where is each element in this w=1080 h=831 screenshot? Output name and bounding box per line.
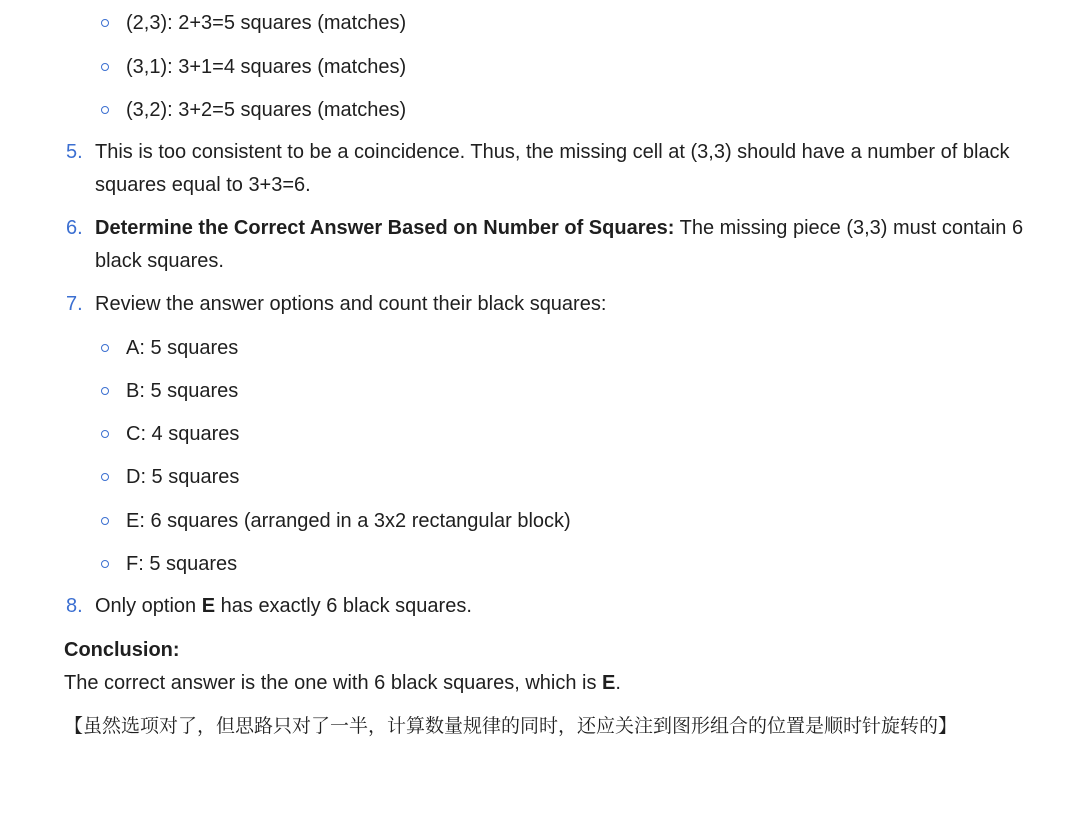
step8-option: E xyxy=(201,595,216,617)
list-item-text: (2,3): 2+3=5 squares (matches) xyxy=(126,12,407,34)
bullet-icon xyxy=(101,19,109,27)
bullet-icon xyxy=(101,106,109,114)
list-item-text: Review the answer options and count their black squares: xyxy=(95,293,607,315)
step8-post: has exactly 6 black squares. xyxy=(215,595,472,617)
option-e-text: E: 6 squares (arranged in a 3x2 rectangular block) xyxy=(126,510,571,532)
conclusion-post: . xyxy=(615,672,621,694)
list-number: 8. xyxy=(66,595,83,617)
bullet-icon xyxy=(101,387,109,395)
option-a-text: A: 5 squares xyxy=(126,337,239,359)
list-number: 5. xyxy=(66,141,83,163)
list-item-text xyxy=(95,590,1065,623)
conclusion-answer: E xyxy=(602,672,616,694)
bullet-icon xyxy=(101,430,109,438)
option-d-text: D: 5 squares xyxy=(126,466,240,488)
bullet-icon xyxy=(101,517,109,525)
list-number: 7. xyxy=(66,293,83,315)
list-item-text xyxy=(95,212,1065,278)
bullet-icon xyxy=(101,473,109,481)
step8-pre: Only option xyxy=(95,595,202,617)
list-item-text: (3,1): 3+1=4 squares (matches) xyxy=(126,56,407,78)
conclusion-heading: Conclusion: xyxy=(64,639,180,661)
conclusion-pre: The correct answer is the one with 6 black squares, which is xyxy=(64,672,603,694)
list-item-text: (3,2): 3+2=5 squares (matches) xyxy=(126,99,407,121)
bullet-icon xyxy=(101,560,109,568)
bullet-icon xyxy=(101,63,109,71)
conclusion-text xyxy=(64,668,621,698)
list-item-text: This is too consistent to be a coincidence. Thus, the missing cell at (3,3) should have a number of black squares equal to 3+3=6. xyxy=(95,141,1010,196)
reviewer-note: 【虽然选项对了，但思路只对了一半，计算数量规律的同时，还应关注到图形组合的位置是顺时针旋转的】 xyxy=(64,715,958,737)
bullet-icon xyxy=(101,344,109,352)
step-heading: Determine the Correct Answer Based on Number of Squares: xyxy=(95,217,675,239)
option-b-text: B: 5 squares xyxy=(126,380,239,402)
list-number: 6. xyxy=(66,217,83,239)
step-body: The missing piece (3,3) must contain 6 black squares. xyxy=(95,217,1024,272)
option-f-text: F: 5 squares xyxy=(126,553,238,575)
option-c-text: C: 4 squares xyxy=(126,423,240,445)
